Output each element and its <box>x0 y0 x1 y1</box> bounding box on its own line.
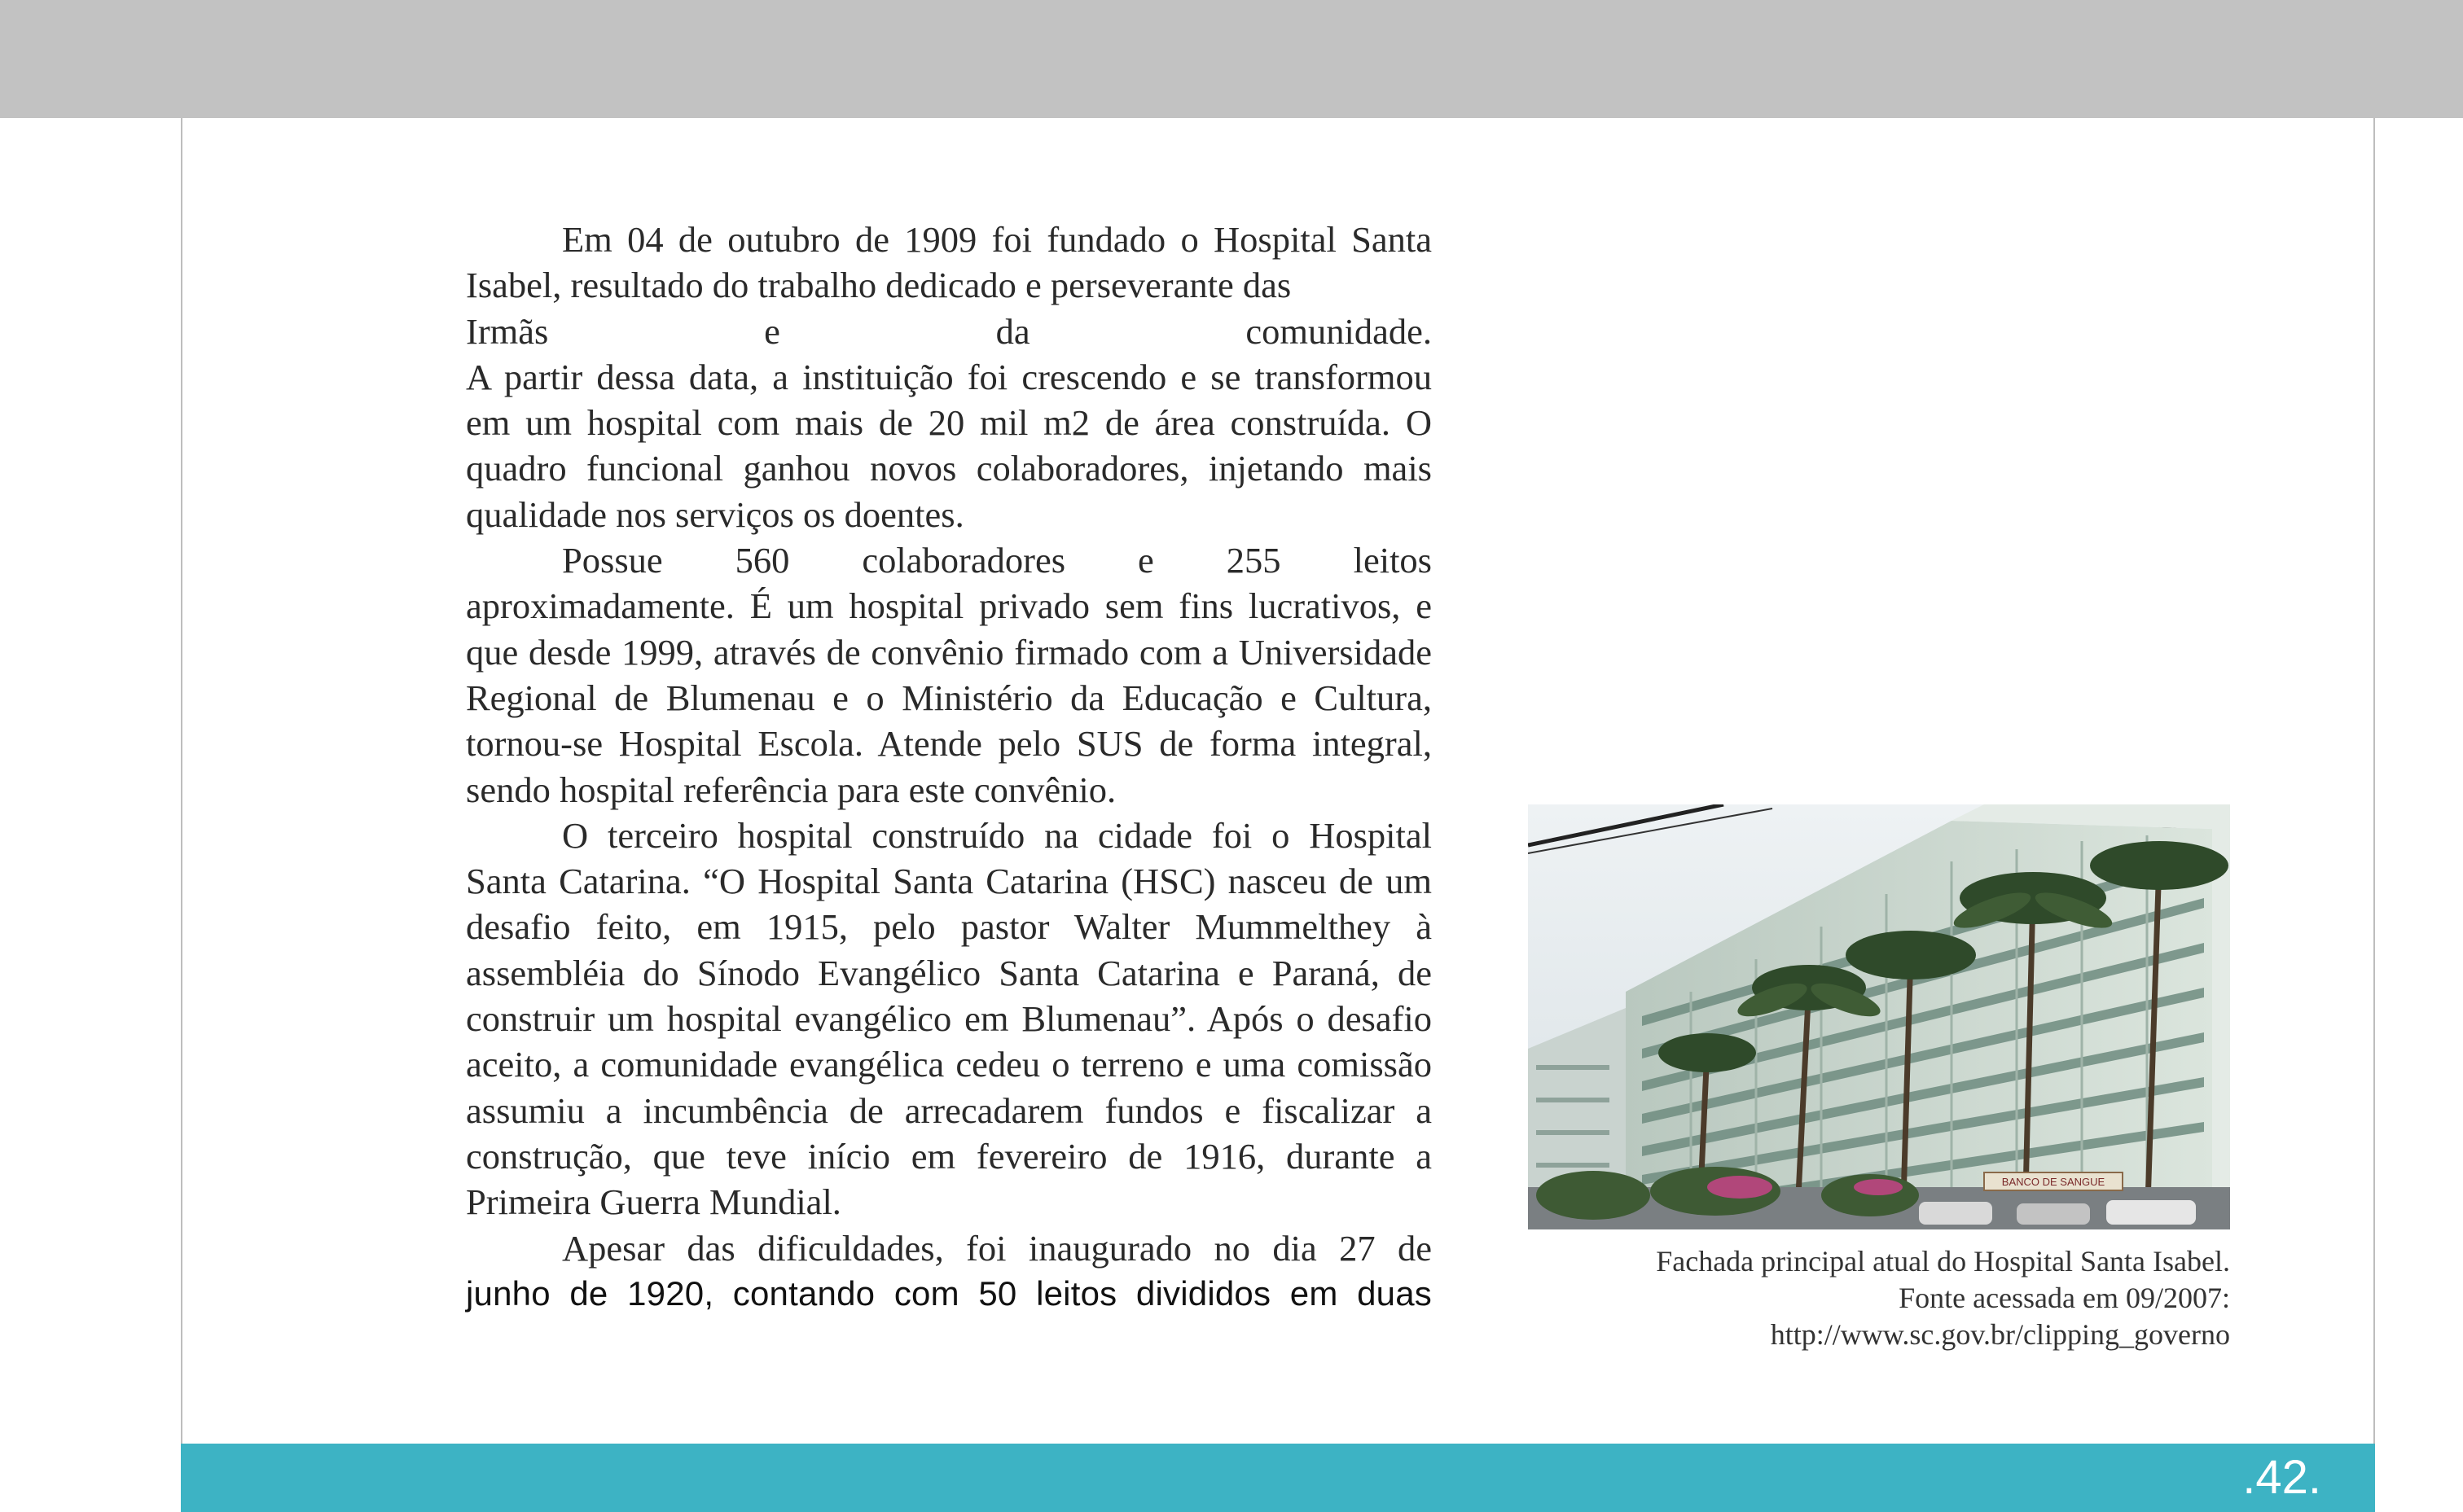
paragraph-4-last-line: junho de 1920, contando com 50 leitos divididos em duas <box>466 1273 1432 1313</box>
paragraph-2-rest: aproximadamente. É um hospital privado sem fins lucrativos, e que desde 1999, através de convênio firmado com a Universidade Regional de Blumenau e o Ministério da Educação e Cultura, tornou-se Hospital Escola. Atende pelo SUS de forma integral, sendo hospital referência para este convênio. <box>466 585 1432 810</box>
footer-band <box>181 1444 2375 1512</box>
hospital-facade-photo <box>1528 804 2230 1229</box>
paragraph-2-spaced-line: Possue 560 colaboradores e 255 leitos <box>562 540 1432 581</box>
blood-bank-sign-text: BANCO DE SANGUE <box>2001 1176 2105 1188</box>
paragraph-1-start: Em 04 de outubro de 1909 foi fundado o Hospital Santa Isabel, resultado do trabalho dedicado e perseverante das <box>466 219 1432 306</box>
paragraph-1-spaced-line: Irmãs e da comunidade. <box>466 310 1432 352</box>
photo-caption <box>1385 1243 2230 1353</box>
paragraph-3: O terceiro hospital construído na cidade foi o Hospital Santa Catarina. “O Hospital Santa Catarina (HSC) nasceu de um desafio feito, em 1915, pelo pastor Walter Mummelthey à assembléia do Sínodo Evangélico Santa Catarina e Paraná, de construir um hospital evangélico em Blumenau”. Após o desafio aceito, a comunidade evangélica cedeu o terreno e uma comissão assumiu a incumbência de arrecadarem fundos e fiscalizar a construção, que teve início em fevereiro de 1916, durante a Primeira Guerra Mundial. <box>466 814 1432 1223</box>
paragraph-4-start: Apesar das dificuldades, foi inaugurado no dia 27 de <box>562 1227 1432 1269</box>
caption-line-2: Fonte acessada em 09/2007: <box>1899 1282 2230 1314</box>
body-text-column <box>466 217 1432 1317</box>
caption-line-3: http://www.sc.gov.br/clipping_governo <box>1770 1318 2230 1351</box>
paragraph-1-rest: A partir dessa data, a instituição foi crescendo e se transformou em um hospital com mais de 20 mil m2 de área construída. O quadro funcional ganhou novos colaboradores, injetando mais qualidade nos serviços os doentes. <box>466 356 1432 535</box>
hospital-facade-illustration <box>1528 804 2230 1229</box>
page-number: .42. <box>2242 1451 2321 1504</box>
caption-line-1: Fachada principal atual do Hospital Santa Isabel. <box>1656 1245 2230 1278</box>
top-gray-band <box>0 0 2463 118</box>
